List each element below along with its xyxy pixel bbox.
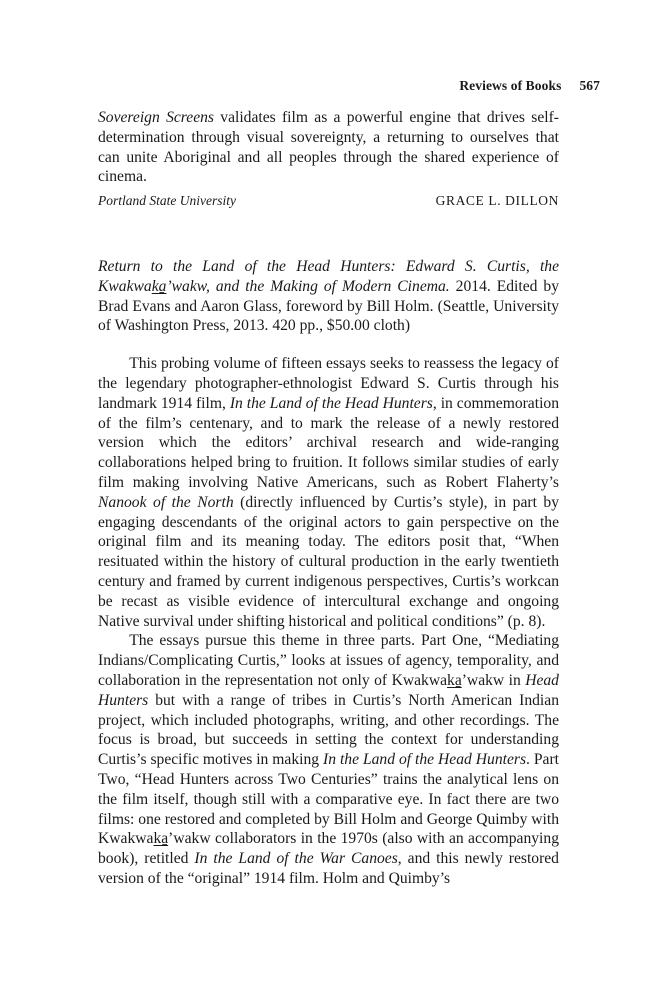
text-run: ka <box>153 830 169 848</box>
text-run: The essays pursue this theme in three parts. Part One, “Mediating Indians/Complicating Curtis,” looks at issues of agency, temporality, and collaboration in the representation not only of Kwakwa <box>98 632 559 689</box>
italic-text: In the Land of the Head Hunters <box>323 751 527 769</box>
journal-section-title: Reviews of Books <box>459 78 562 93</box>
reviewer-affiliation: Portland State University <box>98 193 236 209</box>
closing-paragraph <box>98 108 559 187</box>
text-run: , and this newly restored version of the “original” 1914 film. Holm and Quimby’s <box>98 850 559 887</box>
text-run: This probing volume of fifteen essays seeks to reassess the legacy of the legendary photographer-ethnologist Edward S. Curtis through his landmark 1914 film, <box>98 355 559 412</box>
running-head <box>98 78 600 94</box>
italic-text: Nanook of the North <box>98 493 234 511</box>
book-citation <box>98 257 559 336</box>
review-paragraph-1 <box>98 354 559 631</box>
text-run: validates film as a powerful engine that drives self-determination through visual sovereignty, a returning to ourselves that can unite Aboriginal and all peoples through the shared experience of cinema. <box>98 109 559 186</box>
italic-text: Head Hunters <box>98 671 559 709</box>
text-run: (directly influenced by Curtis’s style), in part by engaging descendants of the original actors to gain perspective on the original film and its meaning today. The editors posit that, “When resituated within the history of cultural production in the early twentieth century and framed by current indigenous perspectives, Curtis’s workcan be recast as visible evidence of intercultural exchange and ongoing Native survival under shifting historical and political conditions” (p. 8). <box>98 493 560 630</box>
italic-text: ̱’wakw, and the Making of Modern Cinema. <box>166 277 450 295</box>
italic-text: In the Land of the Head Hunters <box>229 394 433 412</box>
italic-text: ka <box>151 277 167 295</box>
italic-text: Sovereign Screens <box>98 109 214 126</box>
text-run: 2014. Edited by Brad Evans and Aaron Glass, foreword by Bill Holm. (Seattle, University of Washington Press, 2013. 420 pp., $50.00 cloth) <box>98 277 559 335</box>
page-number: 567 <box>579 78 600 93</box>
italic-text: Return to the Land of the Head Hunters: Edward S. Curtis, the Kwakwa <box>98 258 559 295</box>
text-run: , in commemoration of the film’s centenary, and to mark the release of a newly restored version which the editors’ archival research and wide-ranging collaborations helped bring to fruition. It follows similar studies of early film making involving Native Americans, such as Robert Flaherty’s <box>98 394 559 491</box>
italic-text: In the Land of the War Canoes <box>194 850 398 868</box>
reviewer-signature <box>98 191 559 211</box>
reviewer-name: GRACE L. DILLON <box>435 193 559 209</box>
text-run: but with a range of tribes in Curtis’s North American Indian project, which included photographs, writing, and other recordings. The focus is broad, but succeeds in setting the context for understanding Curtis’s specific motives in making <box>98 691 559 769</box>
previous-review-ending <box>98 108 559 211</box>
text-run: ̱’wakw collaborators in the 1970s (also with an accompanying book), retitled <box>98 830 559 868</box>
text-run: ka <box>447 671 462 689</box>
book-review <box>98 257 559 889</box>
text-run: . Part Two, “Head Hunters across Two Centuries” trains the analytical lens on the film itself, though still with a comparative eye. In fact there are two films: one restored and completed by Bill Holm and George Quimby with Kwakwa <box>98 751 559 848</box>
text-run: ̱’wakw in <box>461 671 526 689</box>
review-paragraph-2 <box>98 631 559 888</box>
